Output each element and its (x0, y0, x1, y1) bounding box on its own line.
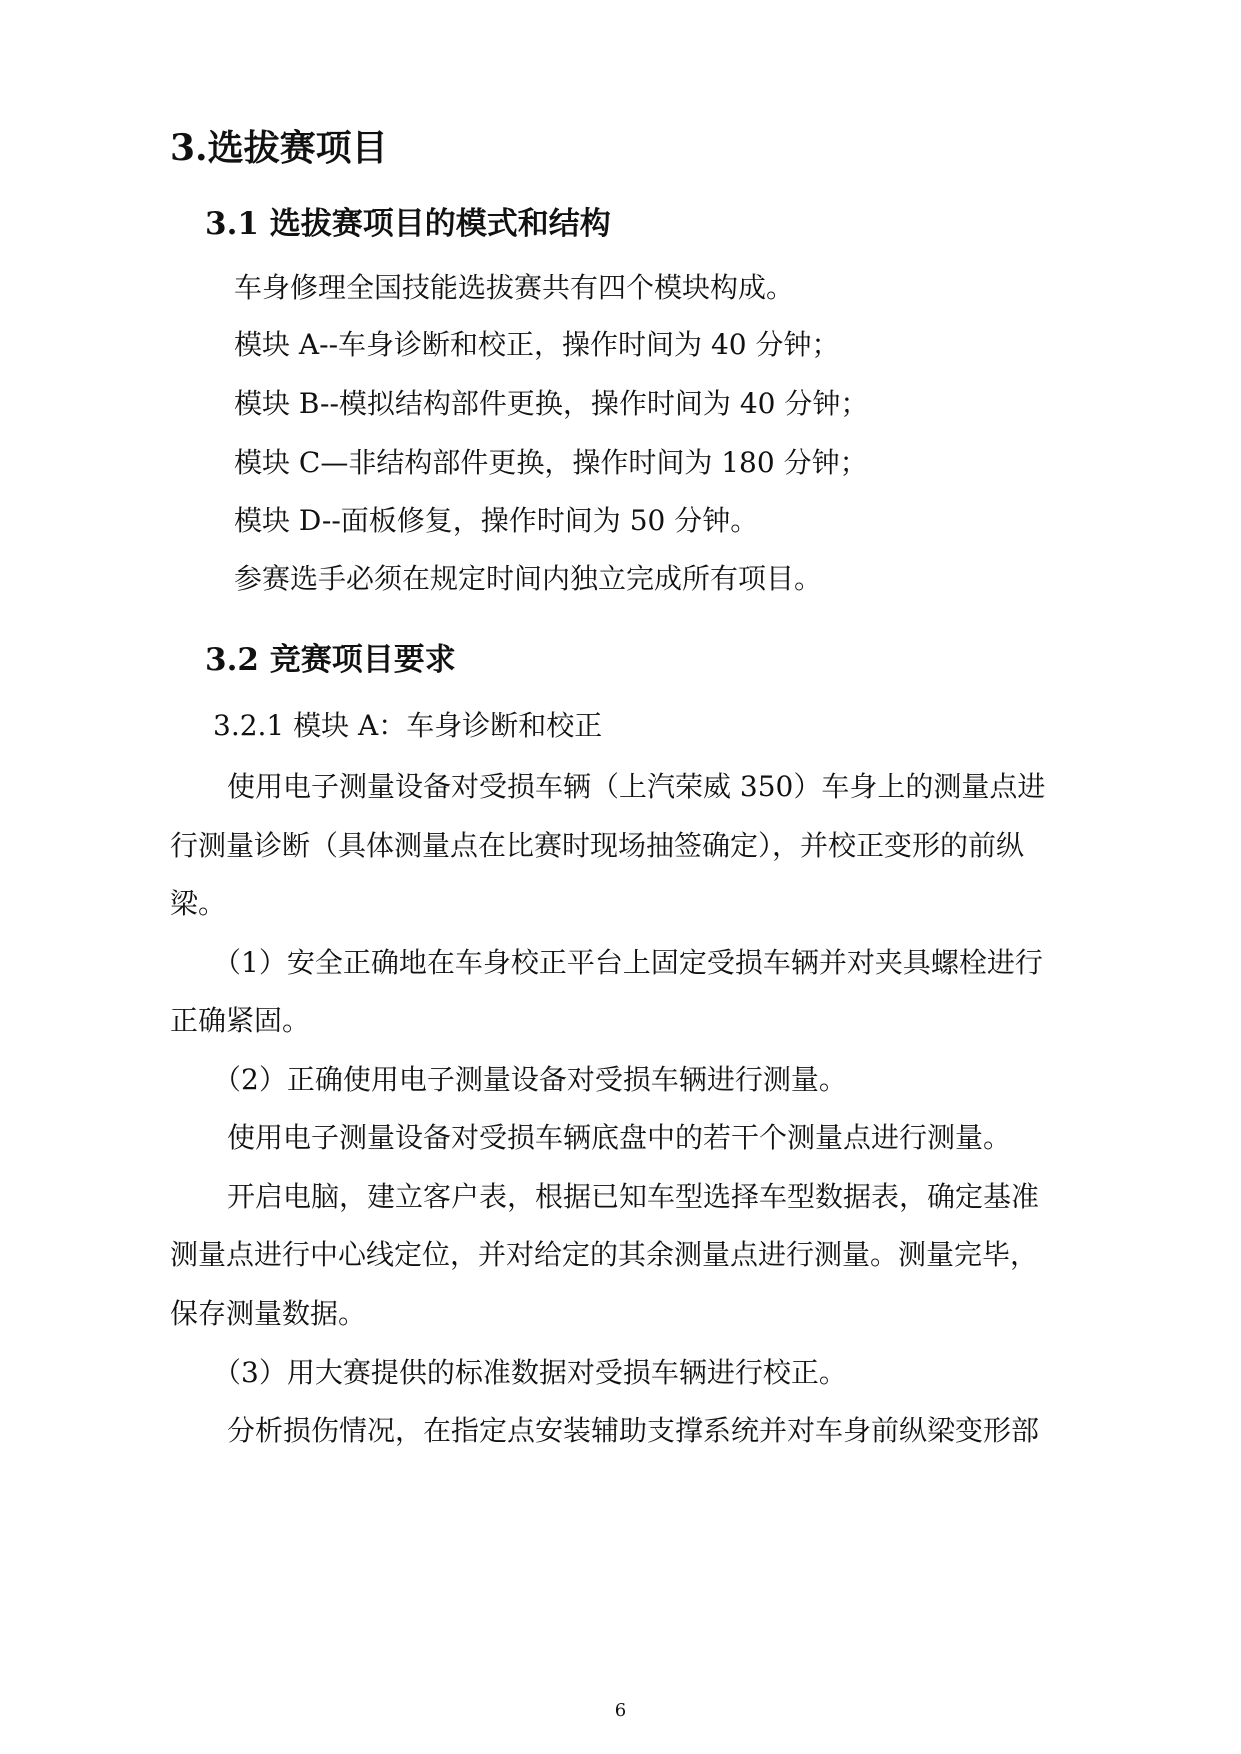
paragraph-line: 使用电子测量设备对受损车辆（上汽荣威 350）车身上的测量点进 (227, 770, 1046, 803)
subsection-heading-3-1: 3.1 选拔赛项目的模式和结构 (205, 206, 611, 242)
paragraph-line: 梁。 (170, 887, 227, 920)
paragraph-line: 保存测量数据。 (170, 1297, 367, 1330)
module-a-line: 模块 A--车身诊断和校正，操作时间为 40 分钟； (234, 328, 840, 361)
paragraph-line: 行测量诊断（具体测量点在比赛时现场抽签确定），并校正变形的前纵 (170, 829, 1025, 862)
paragraph-line: 车身修理全国技能选拔赛共有四个模块构成。 (234, 271, 795, 304)
subsection-heading-3-2: 3.2 竞赛项目要求 (205, 642, 456, 678)
list-item-3: （3）用大赛提供的标准数据对受损车辆进行校正。 (213, 1356, 847, 1389)
paragraph-line: 开启电脑，建立客户表，根据已知车型选择车型数据表，确定基准 (227, 1180, 1040, 1213)
paragraph-line: 使用电子测量设备对受损车辆底盘中的若干个测量点进行测量。 (227, 1121, 1012, 1154)
page-number: 6 (614, 1700, 627, 1721)
paragraph-line: 分析损伤情况，在指定点安装辅助支撑系统并对车身前纵梁变形部 (227, 1414, 1040, 1447)
list-item-2: （2）正确使用电子测量设备对受损车辆进行测量。 (213, 1063, 847, 1096)
list-item-1-continued: 正确紧固。 (170, 1004, 311, 1037)
list-item-1: （1）安全正确地在车身校正平台上固定受损车辆并对夹具螺栓进行 (213, 946, 1043, 979)
module-c-line: 模块 C—非结构部件更换，操作时间为 180 分钟； (234, 446, 868, 479)
module-b-line: 模块 B--模拟结构部件更换，操作时间为 40 分钟； (234, 387, 869, 420)
sub-heading-3-2-1: 3.2.1 模块 A：车身诊断和校正 (213, 709, 603, 742)
paragraph-line: 测量点进行中心线定位，并对给定的其余测量点进行测量。测量完毕， (170, 1238, 1039, 1271)
section-heading: 3.选拔赛项目 (170, 127, 388, 169)
paragraph-line: 参赛选手必须在规定时间内独立完成所有项目。 (234, 562, 823, 595)
module-d-line: 模块 D--面板修复，操作时间为 50 分钟。 (234, 504, 759, 537)
